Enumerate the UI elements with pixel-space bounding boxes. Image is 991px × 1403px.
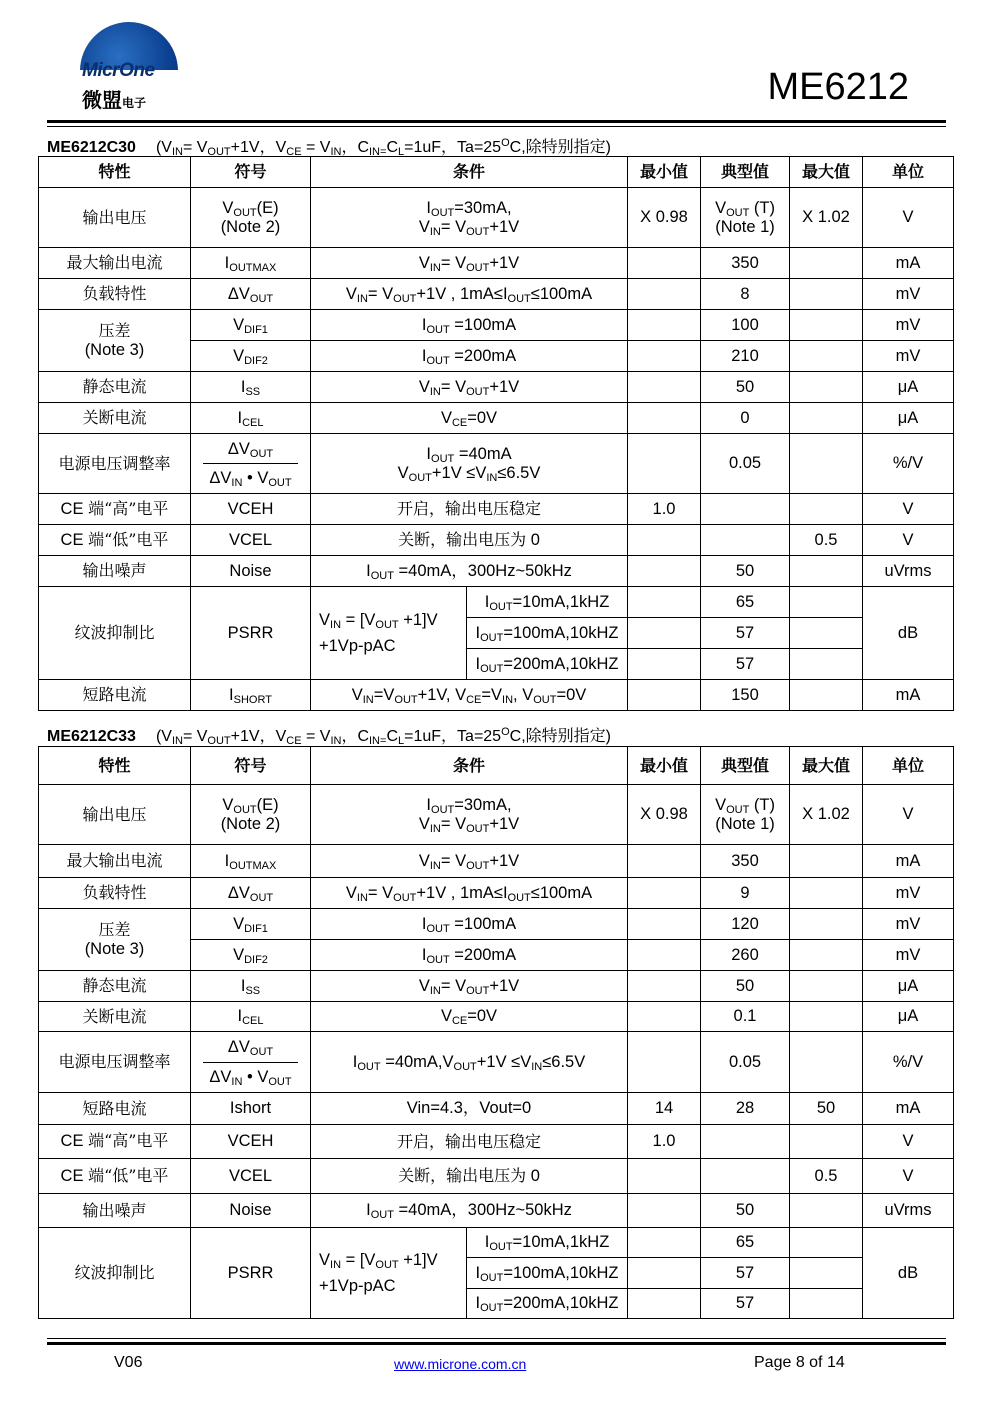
min-cell (628, 940, 701, 971)
max-cell (790, 341, 863, 372)
unit-cell: μA (863, 403, 954, 434)
typ-cell: 350 (701, 845, 790, 878)
table-row (39, 1159, 954, 1194)
table-row (39, 845, 954, 878)
footer-rule-thick (47, 1342, 946, 1345)
header-cell: 符号 (191, 747, 311, 785)
condition-cell: $I_{OUT} =40mA$ $V_{OUT}+1V \le V_{IN}\le 6.5V$ (311, 434, 628, 494)
symbol-cell: $I_{CEL}$ (191, 403, 311, 434)
header-cell: 符号 (191, 157, 311, 188)
symbol-cell: $V_{OUT}(E)$ (Note 2) (191, 785, 311, 845)
symbol-cell: VCEL (191, 1159, 311, 1194)
param-cell: 负载特性 (39, 279, 191, 310)
table-row (39, 1228, 954, 1258)
min-cell (628, 279, 701, 310)
condition-cell: $I_{OUT} =100mA$ (311, 909, 628, 940)
typ-cell: 28 (701, 1093, 790, 1125)
condition-cell: $I_{OUT}=30mA$, $V_{IN}= V_{OUT}+1V$ (311, 188, 628, 248)
param-cell: 压差 (Note 3) (39, 310, 191, 372)
typ-cell (701, 525, 790, 556)
condition-cell: $V_{IN} = [V_{OUT} +1]V$ +1Vp-pAC (311, 587, 467, 680)
min-cell (628, 341, 701, 372)
param-cell: 最大输出电流 (39, 845, 191, 878)
param-cell: 静态电流 (39, 971, 191, 1002)
unit-cell: mV (863, 940, 954, 971)
table-row (39, 372, 954, 403)
table-row (39, 1032, 954, 1093)
max-cell (790, 1125, 863, 1159)
unit-cell: mA (863, 845, 954, 878)
typ-cell: 350 (701, 248, 790, 279)
max-cell (790, 971, 863, 1002)
table-row (39, 971, 954, 1002)
sub-condition-cell: $I_{OUT}=200mA,10kHZ$ (467, 1289, 628, 1319)
symbol-cell: $V_{OUT}(E)$ (Note 2) (191, 188, 311, 248)
max-cell (790, 1228, 863, 1258)
typ-cell: 57 (701, 1289, 790, 1319)
website-link[interactable]: www.microne.com.cn (394, 1356, 527, 1372)
sub-condition-cell: $I_{OUT}=10mA,1kHZ$ (467, 1228, 628, 1258)
unit-cell: μA (863, 971, 954, 1002)
unit-cell: mV (863, 878, 954, 909)
max-cell: 0.5 (790, 525, 863, 556)
table-header-row (39, 747, 954, 785)
table-row (39, 1194, 954, 1228)
param-cell: 输出电压 (39, 188, 191, 248)
condition-cell: $V_{IN}= V_{OUT}+1V$ , $1mA\le I_{OUT}\le 100mA$ (311, 279, 628, 310)
unit-cell: V (863, 525, 954, 556)
condition-cell: $V_{IN} = [V_{OUT} +1]V$ +1Vp-pAC (311, 1228, 467, 1319)
document-model-title: ME6212 (767, 66, 909, 108)
header-cell: 单位 (863, 747, 954, 785)
header-cell: 最大值 (790, 747, 863, 785)
typ-cell: $V_{OUT}$ (T) (Note 1) (701, 785, 790, 845)
unit-cell: mA (863, 1093, 954, 1125)
unit-cell: dB (863, 1228, 954, 1319)
typ-cell: 150 (701, 680, 790, 711)
condition-cell: $V_{IN}=V_{OUT}+1V$, $V_{CE}=V_{IN}$, $V_{OUT}=0V$ (311, 680, 628, 711)
typ-cell: 57 (701, 649, 790, 680)
spec-table-c33 (38, 746, 954, 1319)
max-cell (790, 310, 863, 341)
condition-cell: 关断，输出电压为 0 (311, 525, 628, 556)
unit-cell: V (863, 1125, 954, 1159)
param-cell: CE 端“低”电平 (39, 1159, 191, 1194)
min-cell (628, 403, 701, 434)
typ-cell: 50 (701, 372, 790, 403)
typ-cell (701, 1159, 790, 1194)
min-cell (628, 1032, 701, 1093)
condition-cell: Vin=4.3，Vout=0 (311, 1093, 628, 1125)
symbol-cell: $\frac{\Delta V_{OUT}}{\Delta V_{IN} • V_{OUT}}$ (191, 1032, 311, 1093)
param-cell: 短路电流 (39, 1093, 191, 1125)
min-cell (628, 525, 701, 556)
min-cell (628, 845, 701, 878)
symbol-cell: VCEL (191, 525, 311, 556)
max-cell (790, 556, 863, 587)
symbol-cell: $\frac{\Delta V_{OUT}}{\Delta V_{IN} • V_{OUT}}$ (191, 434, 311, 494)
unit-cell: mV (863, 909, 954, 940)
table-row (39, 1093, 954, 1125)
min-cell (628, 1258, 701, 1289)
param-cell: 电源电压调整率 (39, 434, 191, 494)
unit-cell: mV (863, 279, 954, 310)
symbol-cell: Noise (191, 1194, 311, 1228)
typ-cell: 9 (701, 878, 790, 909)
symbol-cell: Ishort (191, 1093, 311, 1125)
min-cell (628, 1159, 701, 1194)
min-cell (628, 587, 701, 618)
min-cell: 1.0 (628, 1125, 701, 1159)
table-row (39, 310, 954, 341)
condition-cell: 开启，输出电压稳定 (311, 494, 628, 525)
header-cell: 典型值 (701, 747, 790, 785)
min-cell (628, 310, 701, 341)
max-cell (790, 587, 863, 618)
max-cell (790, 494, 863, 525)
section-heading-c30 (47, 134, 611, 157)
table-row (39, 494, 954, 525)
typ-cell: 57 (701, 1258, 790, 1289)
section-conditions: ($V_{IN}= V_{OUT}+1V$，$V_{CE} = V_{IN}$，$C_{IN=}C_L=1uF$，$Ta=25^OC$,除特别指定) (155, 726, 611, 747)
min-cell (628, 618, 701, 649)
symbol-cell: $I_{OUTMAX}$ (191, 845, 311, 878)
table-row (39, 680, 954, 711)
typ-cell: 0 (701, 403, 790, 434)
symbol-cell: $V_{DIF2}$ (191, 341, 311, 372)
header-cell: 典型值 (701, 157, 790, 188)
symbol-cell: $V_{DIF2}$ (191, 940, 311, 971)
logo-text-cn: 微盟电子 (82, 88, 147, 112)
condition-cell: $I_{OUT} =40mA$，300Hz~50kHz (311, 1194, 628, 1228)
condition-cell: 关断，输出电压为 0 (311, 1159, 628, 1194)
typ-cell (701, 1125, 790, 1159)
max-cell: X 1.02 (790, 785, 863, 845)
condition-cell: $V_{CE}=0V$ (311, 1002, 628, 1032)
symbol-cell: VCEH (191, 494, 311, 525)
condition-cell: $V_{CE}=0V$ (311, 403, 628, 434)
condition-cell: $V_{IN}= V_{OUT}+1V$ (311, 372, 628, 403)
param-cell: 关断电流 (39, 403, 191, 434)
min-cell (628, 971, 701, 1002)
param-cell: CE 端“低”电平 (39, 525, 191, 556)
max-cell: 0.5 (790, 1159, 863, 1194)
table-row (39, 909, 954, 940)
min-cell (628, 1228, 701, 1258)
min-cell: 1.0 (628, 494, 701, 525)
typ-cell: 0.1 (701, 1002, 790, 1032)
sub-condition-cell: $I_{OUT}=100mA,10kHZ$ (467, 618, 628, 649)
table-header-row (39, 157, 954, 188)
table-row (39, 1125, 954, 1159)
unit-cell: uVrms (863, 556, 954, 587)
min-cell (628, 1002, 701, 1032)
param-cell: 关断电流 (39, 1002, 191, 1032)
symbol-cell: $I_{SS}$ (191, 971, 311, 1002)
symbol-cell: $\Delta V_{OUT}$ (191, 878, 311, 909)
min-cell (628, 434, 701, 494)
symbol-cell: PSRR (191, 1228, 311, 1319)
max-cell (790, 1194, 863, 1228)
min-cell: X 0.98 (628, 785, 701, 845)
header-cell: 单位 (863, 157, 954, 188)
header-cell: 条件 (311, 747, 628, 785)
condition-cell: $I_{OUT} =200mA$ (311, 940, 628, 971)
min-cell (628, 1194, 701, 1228)
symbol-cell: VCEH (191, 1125, 311, 1159)
min-cell (628, 556, 701, 587)
max-cell (790, 909, 863, 940)
condition-cell: 开启，输出电压稳定 (311, 1125, 628, 1159)
table-row (39, 434, 954, 494)
min-cell (628, 372, 701, 403)
section-name: ME6212C30 (47, 139, 136, 156)
symbol-cell: $I_{SHORT}$ (191, 680, 311, 711)
sub-condition-cell: $I_{OUT}=10mA,1kHZ$ (467, 587, 628, 618)
unit-cell: V (863, 1159, 954, 1194)
max-cell (790, 1032, 863, 1093)
sub-condition-cell: $I_{OUT}=200mA,10kHZ$ (467, 649, 628, 680)
symbol-cell: $I_{SS}$ (191, 372, 311, 403)
typ-cell: 65 (701, 587, 790, 618)
param-cell: 输出噪声 (39, 556, 191, 587)
max-cell (790, 649, 863, 680)
table-row (39, 587, 954, 618)
max-cell (790, 434, 863, 494)
param-cell: 纹波抑制比 (39, 1228, 191, 1319)
typ-cell: 50 (701, 971, 790, 1002)
spec-table-c30 (38, 156, 954, 711)
symbol-cell: $\Delta V_{OUT}$ (191, 279, 311, 310)
header-cell: 最小值 (628, 747, 701, 785)
table-row (39, 248, 954, 279)
typ-cell: 100 (701, 310, 790, 341)
table-row (39, 556, 954, 587)
unit-cell: μA (863, 372, 954, 403)
unit-cell: V (863, 188, 954, 248)
unit-cell: V (863, 494, 954, 525)
max-cell (790, 372, 863, 403)
typ-cell (701, 494, 790, 525)
typ-cell: 0.05 (701, 434, 790, 494)
table-row (39, 279, 954, 310)
min-cell: 14 (628, 1093, 701, 1125)
symbol-cell: $V_{DIF1}$ (191, 310, 311, 341)
condition-cell: $I_{OUT} =40mA$，300Hz~50kHz (311, 556, 628, 587)
condition-cell: $I_{OUT} =200mA$ (311, 341, 628, 372)
condition-cell: $V_{IN}= V_{OUT}+1V$ (311, 971, 628, 1002)
sub-condition-cell: $I_{OUT}=100mA,10kHZ$ (467, 1258, 628, 1289)
logo-text-en: MicrOne (82, 60, 155, 81)
table-row (39, 403, 954, 434)
unit-cell: %/V (863, 1032, 954, 1093)
header-cell: 最小值 (628, 157, 701, 188)
footer-rule-thin (47, 1338, 946, 1339)
typ-cell: 65 (701, 1228, 790, 1258)
header-rule-thick (47, 120, 946, 123)
param-cell: 负载特性 (39, 878, 191, 909)
condition-cell: $I_{OUT}=30mA$, $V_{IN}= V_{OUT}+1V$ (311, 785, 628, 845)
symbol-cell: $I_{OUTMAX}$ (191, 248, 311, 279)
table-row (39, 878, 954, 909)
condition-cell: $V_{IN}= V_{OUT}+1V$ (311, 845, 628, 878)
max-cell (790, 845, 863, 878)
typ-cell: 50 (701, 1194, 790, 1228)
section-conditions: ($V_{IN}= V_{OUT}+1V$，$V_{CE} = V_{IN}$，$C_{IN=}C_L=1uF$，$Ta=25^OC$,除特别指定) (155, 137, 611, 158)
param-cell: 短路电流 (39, 680, 191, 711)
max-cell (790, 248, 863, 279)
typ-cell: 260 (701, 940, 790, 971)
min-cell (628, 649, 701, 680)
min-cell (628, 248, 701, 279)
max-cell (790, 680, 863, 711)
max-cell: X 1.02 (790, 188, 863, 248)
typ-cell: 120 (701, 909, 790, 940)
param-cell: CE 端“高”电平 (39, 1125, 191, 1159)
max-cell: 50 (790, 1093, 863, 1125)
unit-cell: mV (863, 341, 954, 372)
min-cell (628, 1289, 701, 1319)
header-cell: 特性 (39, 157, 191, 188)
max-cell (790, 279, 863, 310)
condition-cell: $I_{OUT} =100mA$ (311, 310, 628, 341)
max-cell (790, 618, 863, 649)
min-cell: X 0.98 (628, 188, 701, 248)
symbol-cell: PSRR (191, 587, 311, 680)
footer-website-link[interactable] (394, 1356, 526, 1372)
unit-cell: mA (863, 248, 954, 279)
symbol-cell: Noise (191, 556, 311, 587)
param-cell: 输出噪声 (39, 1194, 191, 1228)
unit-cell: μA (863, 1002, 954, 1032)
min-cell (628, 878, 701, 909)
unit-cell: V (863, 785, 954, 845)
table-row (39, 1002, 954, 1032)
typ-cell: $V_{OUT}$ (T) (Note 1) (701, 188, 790, 248)
max-cell (790, 878, 863, 909)
param-cell: 静态电流 (39, 372, 191, 403)
header-cell: 条件 (311, 157, 628, 188)
typ-cell: 0.05 (701, 1032, 790, 1093)
param-cell: 纹波抑制比 (39, 587, 191, 680)
max-cell (790, 940, 863, 971)
unit-cell: uVrms (863, 1194, 954, 1228)
max-cell (790, 403, 863, 434)
param-cell: 电源电压调整率 (39, 1032, 191, 1093)
symbol-cell: $V_{DIF1}$ (191, 909, 311, 940)
table-row (39, 188, 954, 248)
min-cell (628, 909, 701, 940)
condition-cell: $V_{IN}= V_{OUT}+1V$ , $1mA\le I_{OUT}\le 100mA$ (311, 878, 628, 909)
header-cell: 特性 (39, 747, 191, 785)
typ-cell: 50 (701, 556, 790, 587)
condition-cell: $I_{OUT} =40mA,V_{OUT}+1V \le V_{IN}\le 6.5V$ (311, 1032, 628, 1093)
max-cell (790, 1002, 863, 1032)
header-rule-thin (47, 126, 946, 127)
section-heading-c33 (47, 723, 611, 746)
max-cell (790, 1258, 863, 1289)
min-cell (628, 680, 701, 711)
typ-cell: 8 (701, 279, 790, 310)
header-cell: 最大值 (790, 157, 863, 188)
table-row (39, 525, 954, 556)
typ-cell: 210 (701, 341, 790, 372)
condition-cell: $V_{IN}= V_{OUT}+1V$ (311, 248, 628, 279)
param-cell: CE 端“高”电平 (39, 494, 191, 525)
footer-version: V06 (114, 1354, 143, 1371)
unit-cell: dB (863, 587, 954, 680)
section-name: ME6212C33 (47, 728, 136, 745)
unit-cell: %/V (863, 434, 954, 494)
typ-cell: 57 (701, 618, 790, 649)
footer-page-number: Page 8 of 14 (754, 1354, 845, 1371)
table-row (39, 785, 954, 845)
param-cell: 输出电压 (39, 785, 191, 845)
max-cell (790, 1289, 863, 1319)
unit-cell: mA (863, 680, 954, 711)
unit-cell: mV (863, 310, 954, 341)
param-cell: 压差 (Note 3) (39, 909, 191, 971)
symbol-cell: $I_{CEL}$ (191, 1002, 311, 1032)
param-cell: 最大输出电流 (39, 248, 191, 279)
